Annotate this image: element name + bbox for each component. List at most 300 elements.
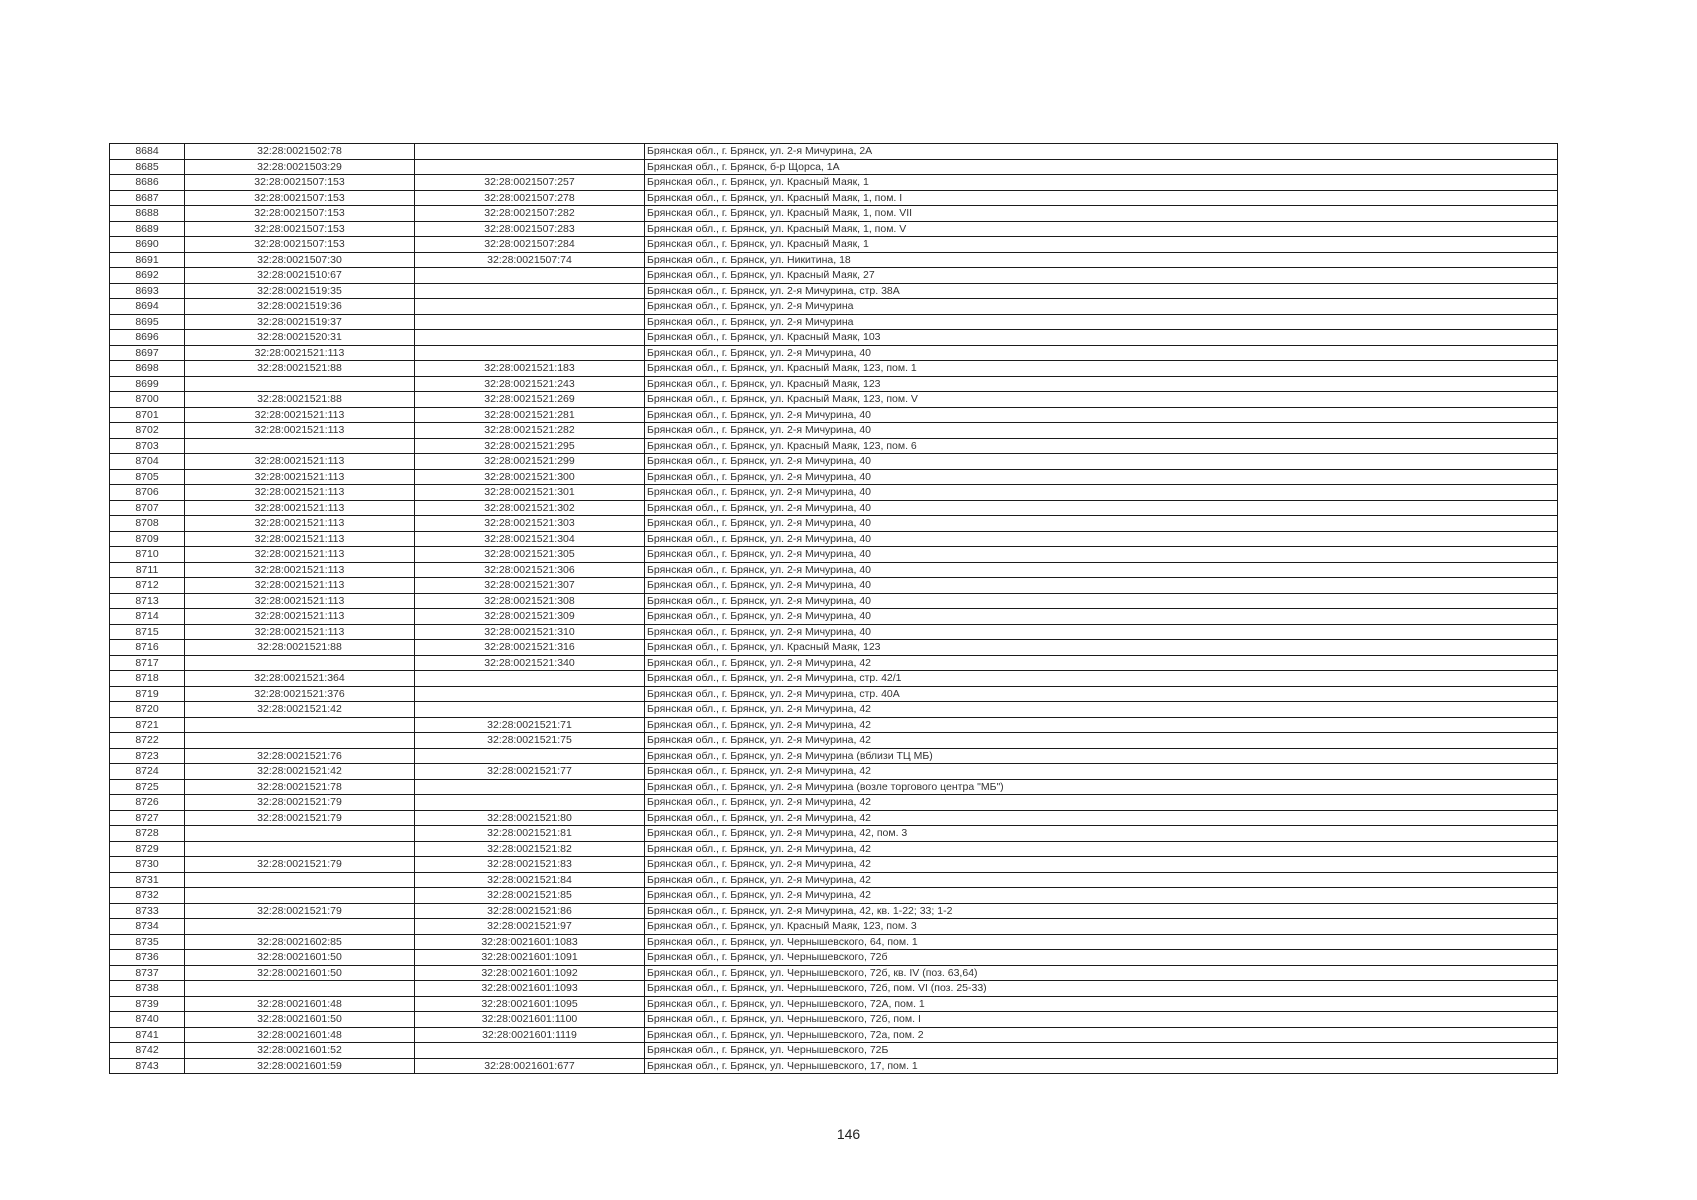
row-number-cell: 8696 [110, 330, 185, 346]
row-number-cell: 8732 [110, 888, 185, 904]
land-cadastral-number-cell [185, 981, 415, 997]
row-number-cell: 8689 [110, 221, 185, 237]
object-cadastral-number-cell [415, 330, 645, 346]
page-number: 146 [836, 1126, 861, 1142]
row-number-cell: 8701 [110, 407, 185, 423]
table-row [110, 407, 1558, 423]
object-cadastral-number-cell: 32:28:0021521:82 [415, 841, 645, 857]
object-cadastral-number-cell [415, 283, 645, 299]
row-number-cell: 8698 [110, 361, 185, 377]
land-cadastral-number-cell: 32:28:0021519:35 [185, 283, 415, 299]
row-number-cell: 8714 [110, 609, 185, 625]
object-cadastral-number-cell: 32:28:0021521:81 [415, 826, 645, 842]
address-cell: Брянская обл., г. Брянск, ул. 2-я Мичурина [645, 299, 1558, 315]
address-cell: Брянская обл., г. Брянск, ул. 2-я Мичурина, 42 [645, 857, 1558, 873]
row-number-cell: 8706 [110, 485, 185, 501]
row-number-cell: 8692 [110, 268, 185, 284]
address-cell: Брянская обл., г. Брянск, ул. 2-я Мичурина, 42 [645, 717, 1558, 733]
land-cadastral-number-cell: 32:28:0021521:76 [185, 748, 415, 764]
row-number-cell: 8688 [110, 206, 185, 222]
address-cell: Брянская обл., г. Брянск, ул. Никитина, 18 [645, 252, 1558, 268]
address-cell: Брянская обл., г. Брянск, б-р Щорса, 1А [645, 159, 1558, 175]
land-cadastral-number-cell: 32:28:0021521:113 [185, 345, 415, 361]
table-row [110, 826, 1558, 842]
table-row [110, 376, 1558, 392]
cadastral-table-body [110, 144, 1558, 1074]
row-number-cell: 8685 [110, 159, 185, 175]
table-row [110, 469, 1558, 485]
land-cadastral-number-cell: 32:28:0021507:153 [185, 190, 415, 206]
object-cadastral-number-cell [415, 299, 645, 315]
land-cadastral-number-cell: 32:28:0021521:113 [185, 454, 415, 470]
table-row [110, 1043, 1558, 1059]
object-cadastral-number-cell: 32:28:0021521:340 [415, 655, 645, 671]
row-number-cell: 8717 [110, 655, 185, 671]
row-number-cell: 8739 [110, 996, 185, 1012]
row-number-cell: 8723 [110, 748, 185, 764]
row-number-cell: 8691 [110, 252, 185, 268]
land-cadastral-number-cell [185, 872, 415, 888]
table-row [110, 578, 1558, 594]
object-cadastral-number-cell: 32:28:0021601:1083 [415, 934, 645, 950]
land-cadastral-number-cell: 32:28:0021601:48 [185, 996, 415, 1012]
land-cadastral-number-cell: 32:28:0021507:30 [185, 252, 415, 268]
object-cadastral-number-cell: 32:28:0021521:71 [415, 717, 645, 733]
land-cadastral-number-cell [185, 919, 415, 935]
address-cell: Брянская обл., г. Брянск, ул. Чернышевского, 72б, пом. I [645, 1012, 1558, 1028]
table-row [110, 779, 1558, 795]
land-cadastral-number-cell [185, 826, 415, 842]
object-cadastral-number-cell [415, 268, 645, 284]
row-number-cell: 8720 [110, 702, 185, 718]
row-number-cell: 8699 [110, 376, 185, 392]
table-row [110, 531, 1558, 547]
table-row [110, 516, 1558, 532]
table-row [110, 268, 1558, 284]
address-cell: Брянская обл., г. Брянск, ул. 2-я Мичурина, 40 [645, 516, 1558, 532]
row-number-cell: 8705 [110, 469, 185, 485]
row-number-cell: 8735 [110, 934, 185, 950]
address-cell: Брянская обл., г. Брянск, ул. Красный Маяк, 123, пом. 3 [645, 919, 1558, 935]
object-cadastral-number-cell [415, 671, 645, 687]
object-cadastral-number-cell: 32:28:0021521:300 [415, 469, 645, 485]
address-cell: Брянская обл., г. Брянск, ул. 2-я Мичурина, 40 [645, 469, 1558, 485]
land-cadastral-number-cell: 32:28:0021521:113 [185, 593, 415, 609]
address-cell: Брянская обл., г. Брянск, ул. 2-я Мичурина, 40 [645, 609, 1558, 625]
row-number-cell: 8694 [110, 299, 185, 315]
row-number-cell: 8695 [110, 314, 185, 330]
address-cell: Брянская обл., г. Брянск, ул. Красный Маяк, 123 [645, 640, 1558, 656]
table-row [110, 640, 1558, 656]
object-cadastral-number-cell: 32:28:0021521:306 [415, 562, 645, 578]
row-number-cell: 8725 [110, 779, 185, 795]
table-row [110, 981, 1558, 997]
table-row [110, 1058, 1558, 1074]
land-cadastral-number-cell [185, 717, 415, 733]
cadastral-table [109, 143, 1558, 1074]
table-row [110, 144, 1558, 160]
table-row [110, 702, 1558, 718]
address-cell: Брянская обл., г. Брянск, ул. Чернышевского, 17, пом. 1 [645, 1058, 1558, 1074]
table-row [110, 609, 1558, 625]
address-cell: Брянская обл., г. Брянск, ул. 2-я Мичурина, 42 [645, 888, 1558, 904]
land-cadastral-number-cell: 32:28:0021521:113 [185, 500, 415, 516]
row-number-cell: 8700 [110, 392, 185, 408]
land-cadastral-number-cell: 32:28:0021507:153 [185, 237, 415, 253]
table-row [110, 159, 1558, 175]
land-cadastral-number-cell: 32:28:0021601:48 [185, 1027, 415, 1043]
table-row [110, 237, 1558, 253]
land-cadastral-number-cell: 32:28:0021502:78 [185, 144, 415, 160]
address-cell: Брянская обл., г. Брянск, ул. 2-я Мичурина (возле торгового центра "МБ") [645, 779, 1558, 795]
object-cadastral-number-cell: 32:28:0021521:83 [415, 857, 645, 873]
row-number-cell: 8703 [110, 438, 185, 454]
row-number-cell: 8731 [110, 872, 185, 888]
land-cadastral-number-cell: 32:28:0021520:31 [185, 330, 415, 346]
object-cadastral-number-cell: 32:28:0021601:1093 [415, 981, 645, 997]
address-cell: Брянская обл., г. Брянск, ул. Красный Маяк, 123, пом. 6 [645, 438, 1558, 454]
row-number-cell: 8734 [110, 919, 185, 935]
table-row [110, 965, 1558, 981]
address-cell: Брянская обл., г. Брянск, ул. 2-я Мичурина, 2А [645, 144, 1558, 160]
row-number-cell: 8719 [110, 686, 185, 702]
land-cadastral-number-cell: 32:28:0021521:113 [185, 624, 415, 640]
row-number-cell: 8741 [110, 1027, 185, 1043]
address-cell: Брянская обл., г. Брянск, ул. Красный Маяк, 103 [645, 330, 1558, 346]
object-cadastral-number-cell: 32:28:0021521:310 [415, 624, 645, 640]
table-row [110, 655, 1558, 671]
address-cell: Брянская обл., г. Брянск, ул. 2-я Мичурина, 42 [645, 655, 1558, 671]
object-cadastral-number-cell [415, 795, 645, 811]
land-cadastral-number-cell: 32:28:0021507:153 [185, 175, 415, 191]
land-cadastral-number-cell: 32:28:0021601:52 [185, 1043, 415, 1059]
land-cadastral-number-cell [185, 438, 415, 454]
address-cell: Брянская обл., г. Брянск, ул. Красный Маяк, 123, пом. V [645, 392, 1558, 408]
row-number-cell: 8697 [110, 345, 185, 361]
land-cadastral-number-cell: 32:28:0021601:59 [185, 1058, 415, 1074]
object-cadastral-number-cell [415, 159, 645, 175]
land-cadastral-number-cell [185, 733, 415, 749]
object-cadastral-number-cell: 32:28:0021521:302 [415, 500, 645, 516]
object-cadastral-number-cell: 32:28:0021521:295 [415, 438, 645, 454]
object-cadastral-number-cell [415, 686, 645, 702]
object-cadastral-number-cell [415, 748, 645, 764]
table-row [110, 748, 1558, 764]
row-number-cell: 8740 [110, 1012, 185, 1028]
object-cadastral-number-cell: 32:28:0021521:305 [415, 547, 645, 563]
row-number-cell: 8721 [110, 717, 185, 733]
land-cadastral-number-cell: 32:28:0021521:113 [185, 423, 415, 439]
land-cadastral-number-cell: 32:28:0021521:79 [185, 857, 415, 873]
table-row [110, 857, 1558, 873]
land-cadastral-number-cell: 32:28:0021510:67 [185, 268, 415, 284]
table-row [110, 345, 1558, 361]
row-number-cell: 8727 [110, 810, 185, 826]
table-row [110, 190, 1558, 206]
row-number-cell: 8743 [110, 1058, 185, 1074]
object-cadastral-number-cell [415, 1043, 645, 1059]
land-cadastral-number-cell: 32:28:0021521:364 [185, 671, 415, 687]
land-cadastral-number-cell: 32:28:0021507:153 [185, 206, 415, 222]
row-number-cell: 8708 [110, 516, 185, 532]
table-row [110, 283, 1558, 299]
row-number-cell: 8729 [110, 841, 185, 857]
table-row [110, 934, 1558, 950]
row-number-cell: 8738 [110, 981, 185, 997]
object-cadastral-number-cell: 32:28:0021507:257 [415, 175, 645, 191]
row-number-cell: 8711 [110, 562, 185, 578]
table-row [110, 547, 1558, 563]
address-cell: Брянская обл., г. Брянск, ул. 2-я Мичурина, 42 [645, 702, 1558, 718]
row-number-cell: 8724 [110, 764, 185, 780]
row-number-cell: 8730 [110, 857, 185, 873]
land-cadastral-number-cell: 32:28:0021503:29 [185, 159, 415, 175]
row-number-cell: 8737 [110, 965, 185, 981]
table-row [110, 1012, 1558, 1028]
table-row [110, 593, 1558, 609]
land-cadastral-number-cell: 32:28:0021521:42 [185, 702, 415, 718]
land-cadastral-number-cell: 32:28:0021601:50 [185, 965, 415, 981]
object-cadastral-number-cell [415, 702, 645, 718]
land-cadastral-number-cell: 32:28:0021521:88 [185, 392, 415, 408]
address-cell: Брянская обл., г. Брянск, ул. 2-я Мичурина, 40 [645, 345, 1558, 361]
table-row [110, 392, 1558, 408]
object-cadastral-number-cell [415, 345, 645, 361]
land-cadastral-number-cell: 32:28:0021602:85 [185, 934, 415, 950]
row-number-cell: 8742 [110, 1043, 185, 1059]
table-row [110, 361, 1558, 377]
land-cadastral-number-cell: 32:28:0021521:113 [185, 516, 415, 532]
table-row [110, 423, 1558, 439]
address-cell: Брянская обл., г. Брянск, ул. 2-я Мичурина, 40 [645, 593, 1558, 609]
address-cell: Брянская обл., г. Брянск, ул. 2-я Мичурина, 42, пом. 3 [645, 826, 1558, 842]
row-number-cell: 8733 [110, 903, 185, 919]
object-cadastral-number-cell: 32:28:0021521:77 [415, 764, 645, 780]
land-cadastral-number-cell: 32:28:0021601:50 [185, 1012, 415, 1028]
address-cell: Брянская обл., г. Брянск, ул. Красный Маяк, 1 [645, 175, 1558, 191]
land-cadastral-number-cell: 32:28:0021507:153 [185, 221, 415, 237]
table-row [110, 872, 1558, 888]
object-cadastral-number-cell: 32:28:0021507:74 [415, 252, 645, 268]
address-cell: Брянская обл., г. Брянск, ул. 2-я Мичурина, 40 [645, 547, 1558, 563]
object-cadastral-number-cell: 32:28:0021521:316 [415, 640, 645, 656]
row-number-cell: 8704 [110, 454, 185, 470]
object-cadastral-number-cell: 32:28:0021601:1092 [415, 965, 645, 981]
address-cell: Брянская обл., г. Брянск, ул. 2-я Мичурина, 40 [645, 578, 1558, 594]
land-cadastral-number-cell [185, 655, 415, 671]
address-cell: Брянская обл., г. Брянск, ул. Чернышевского, 72б, кв. IV (поз. 63,64) [645, 965, 1558, 981]
land-cadastral-number-cell [185, 376, 415, 392]
address-cell: Брянская обл., г. Брянск, ул. 2-я Мичурина [645, 314, 1558, 330]
land-cadastral-number-cell: 32:28:0021521:42 [185, 764, 415, 780]
land-cadastral-number-cell: 32:28:0021521:113 [185, 531, 415, 547]
address-cell: Брянская обл., г. Брянск, ул. 2-я Мичурина, стр. 40А [645, 686, 1558, 702]
object-cadastral-number-cell: 32:28:0021521:84 [415, 872, 645, 888]
address-cell: Брянская обл., г. Брянск, ул. 2-я Мичурина, 40 [645, 454, 1558, 470]
object-cadastral-number-cell: 32:28:0021601:1100 [415, 1012, 645, 1028]
address-cell: Брянская обл., г. Брянск, ул. Красный Маяк, 123, пом. 1 [645, 361, 1558, 377]
land-cadastral-number-cell: 32:28:0021521:79 [185, 795, 415, 811]
land-cadastral-number-cell: 32:28:0021521:113 [185, 485, 415, 501]
row-number-cell: 8693 [110, 283, 185, 299]
object-cadastral-number-cell: 32:28:0021507:283 [415, 221, 645, 237]
table-row [110, 810, 1558, 826]
table-row [110, 888, 1558, 904]
land-cadastral-number-cell: 32:28:0021521:376 [185, 686, 415, 702]
table-row [110, 221, 1558, 237]
table-row [110, 314, 1558, 330]
address-cell: Брянская обл., г. Брянск, ул. 2-я Мичурина, стр. 38А [645, 283, 1558, 299]
address-cell: Брянская обл., г. Брянск, ул. 2-я Мичурина, стр. 42/1 [645, 671, 1558, 687]
table-row [110, 454, 1558, 470]
land-cadastral-number-cell: 32:28:0021521:113 [185, 407, 415, 423]
land-cadastral-number-cell [185, 888, 415, 904]
land-cadastral-number-cell [185, 841, 415, 857]
address-cell: Брянская обл., г. Брянск, ул. 2-я Мичурина, 40 [645, 531, 1558, 547]
object-cadastral-number-cell: 32:28:0021521:80 [415, 810, 645, 826]
object-cadastral-number-cell: 32:28:0021521:307 [415, 578, 645, 594]
row-number-cell: 8710 [110, 547, 185, 563]
table-row [110, 485, 1558, 501]
address-cell: Брянская обл., г. Брянск, ул. 2-я Мичурина, 40 [645, 624, 1558, 640]
row-number-cell: 8684 [110, 144, 185, 160]
table-row [110, 252, 1558, 268]
row-number-cell: 8687 [110, 190, 185, 206]
object-cadastral-number-cell: 32:28:0021521:183 [415, 361, 645, 377]
land-cadastral-number-cell: 32:28:0021521:88 [185, 640, 415, 656]
object-cadastral-number-cell: 32:28:0021521:309 [415, 609, 645, 625]
table-row [110, 795, 1558, 811]
table-row [110, 950, 1558, 966]
address-cell: Брянская обл., г. Брянск, ул. 2-я Мичурина, 42 [645, 872, 1558, 888]
address-cell: Брянская обл., г. Брянск, ул. Красный Маяк, 1, пом. I [645, 190, 1558, 206]
address-cell: Брянская обл., г. Брянск, ул. Красный Маяк, 27 [645, 268, 1558, 284]
table-row [110, 624, 1558, 640]
address-cell: Брянская обл., г. Брянск, ул. 2-я Мичурина, 40 [645, 500, 1558, 516]
table-row [110, 903, 1558, 919]
address-cell: Брянская обл., г. Брянск, ул. Красный Маяк, 1 [645, 237, 1558, 253]
land-cadastral-number-cell: 32:28:0021521:78 [185, 779, 415, 795]
table-row [110, 500, 1558, 516]
land-cadastral-number-cell: 32:28:0021521:113 [185, 547, 415, 563]
address-cell: Брянская обл., г. Брянск, ул. Чернышевского, 72Б [645, 1043, 1558, 1059]
object-cadastral-number-cell: 32:28:0021521:301 [415, 485, 645, 501]
address-cell: Брянская обл., г. Брянск, ул. 2-я Мичурина, 40 [645, 485, 1558, 501]
row-number-cell: 8707 [110, 500, 185, 516]
land-cadastral-number-cell: 32:28:0021521:113 [185, 609, 415, 625]
object-cadastral-number-cell [415, 314, 645, 330]
object-cadastral-number-cell [415, 144, 645, 160]
address-cell: Брянская обл., г. Брянск, ул. 2-я Мичурина, 40 [645, 562, 1558, 578]
object-cadastral-number-cell: 32:28:0021507:282 [415, 206, 645, 222]
address-cell: Брянская обл., г. Брянск, ул. 2-я Мичурина, 40 [645, 407, 1558, 423]
object-cadastral-number-cell: 32:28:0021601:1095 [415, 996, 645, 1012]
land-cadastral-number-cell: 32:28:0021519:36 [185, 299, 415, 315]
object-cadastral-number-cell: 32:28:0021521:75 [415, 733, 645, 749]
table-row [110, 717, 1558, 733]
row-number-cell: 8722 [110, 733, 185, 749]
address-cell: Брянская обл., г. Брянск, ул. 2-я Мичурина, 40 [645, 423, 1558, 439]
table-row [110, 562, 1558, 578]
table-row [110, 671, 1558, 687]
address-cell: Брянская обл., г. Брянск, ул. Чернышевского, 72б [645, 950, 1558, 966]
object-cadastral-number-cell: 32:28:0021601:1091 [415, 950, 645, 966]
row-number-cell: 8713 [110, 593, 185, 609]
row-number-cell: 8728 [110, 826, 185, 842]
address-cell: Брянская обл., г. Брянск, ул. Чернышевского, 72б, пом. VI (поз. 25-33) [645, 981, 1558, 997]
row-number-cell: 8702 [110, 423, 185, 439]
row-number-cell: 8718 [110, 671, 185, 687]
row-number-cell: 8736 [110, 950, 185, 966]
address-cell: Брянская обл., г. Брянск, ул. Чернышевского, 72А, пом. 1 [645, 996, 1558, 1012]
table-row [110, 733, 1558, 749]
object-cadastral-number-cell: 32:28:0021521:243 [415, 376, 645, 392]
address-cell: Брянская обл., г. Брянск, ул. Красный Маяк, 1, пом. VII [645, 206, 1558, 222]
table-row [110, 686, 1558, 702]
address-cell: Брянская обл., г. Брянск, ул. Красный Маяк, 1, пом. V [645, 221, 1558, 237]
row-number-cell: 8715 [110, 624, 185, 640]
row-number-cell: 8709 [110, 531, 185, 547]
object-cadastral-number-cell: 32:28:0021521:303 [415, 516, 645, 532]
row-number-cell: 8690 [110, 237, 185, 253]
table-row [110, 841, 1558, 857]
table-row [110, 1027, 1558, 1043]
object-cadastral-number-cell: 32:28:0021521:97 [415, 919, 645, 935]
row-number-cell: 8712 [110, 578, 185, 594]
row-number-cell: 8686 [110, 175, 185, 191]
land-cadastral-number-cell: 32:28:0021601:50 [185, 950, 415, 966]
table-row [110, 206, 1558, 222]
address-cell: Брянская обл., г. Брянск, ул. Чернышевского, 64, пом. 1 [645, 934, 1558, 950]
land-cadastral-number-cell: 32:28:0021521:113 [185, 562, 415, 578]
object-cadastral-number-cell: 32:28:0021521:85 [415, 888, 645, 904]
object-cadastral-number-cell: 32:28:0021507:278 [415, 190, 645, 206]
table-row [110, 175, 1558, 191]
object-cadastral-number-cell: 32:28:0021521:86 [415, 903, 645, 919]
address-cell: Брянская обл., г. Брянск, ул. 2-я Мичурина (вблизи ТЦ МБ) [645, 748, 1558, 764]
table-row [110, 330, 1558, 346]
address-cell: Брянская обл., г. Брянск, ул. 2-я Мичурина, 42 [645, 841, 1558, 857]
land-cadastral-number-cell: 32:28:0021521:88 [185, 361, 415, 377]
land-cadastral-number-cell: 32:28:0021521:113 [185, 469, 415, 485]
object-cadastral-number-cell: 32:28:0021507:284 [415, 237, 645, 253]
table-row [110, 764, 1558, 780]
object-cadastral-number-cell: 32:28:0021601:677 [415, 1058, 645, 1074]
object-cadastral-number-cell: 32:28:0021521:269 [415, 392, 645, 408]
address-cell: Брянская обл., г. Брянск, ул. 2-я Мичурина, 42, кв. 1-22; 33; 1-2 [645, 903, 1558, 919]
address-cell: Брянская обл., г. Брянск, ул. Красный Маяк, 123 [645, 376, 1558, 392]
object-cadastral-number-cell: 32:28:0021521:299 [415, 454, 645, 470]
object-cadastral-number-cell: 32:28:0021521:304 [415, 531, 645, 547]
land-cadastral-number-cell: 32:28:0021521:113 [185, 578, 415, 594]
object-cadastral-number-cell: 32:28:0021601:1119 [415, 1027, 645, 1043]
row-number-cell: 8716 [110, 640, 185, 656]
object-cadastral-number-cell: 32:28:0021521:281 [415, 407, 645, 423]
table-row [110, 438, 1558, 454]
address-cell: Брянская обл., г. Брянск, ул. 2-я Мичурина, 42 [645, 810, 1558, 826]
land-cadastral-number-cell: 32:28:0021519:37 [185, 314, 415, 330]
row-number-cell: 8726 [110, 795, 185, 811]
address-cell: Брянская обл., г. Брянск, ул. 2-я Мичурина, 42 [645, 764, 1558, 780]
object-cadastral-number-cell: 32:28:0021521:308 [415, 593, 645, 609]
table-row [110, 299, 1558, 315]
land-cadastral-number-cell: 32:28:0021521:79 [185, 810, 415, 826]
address-cell: Брянская обл., г. Брянск, ул. 2-я Мичурина, 42 [645, 733, 1558, 749]
address-cell: Брянская обл., г. Брянск, ул. 2-я Мичурина, 42 [645, 795, 1558, 811]
address-cell: Брянская обл., г. Брянск, ул. Чернышевского, 72а, пом. 2 [645, 1027, 1558, 1043]
object-cadastral-number-cell: 32:28:0021521:282 [415, 423, 645, 439]
land-cadastral-number-cell: 32:28:0021521:79 [185, 903, 415, 919]
